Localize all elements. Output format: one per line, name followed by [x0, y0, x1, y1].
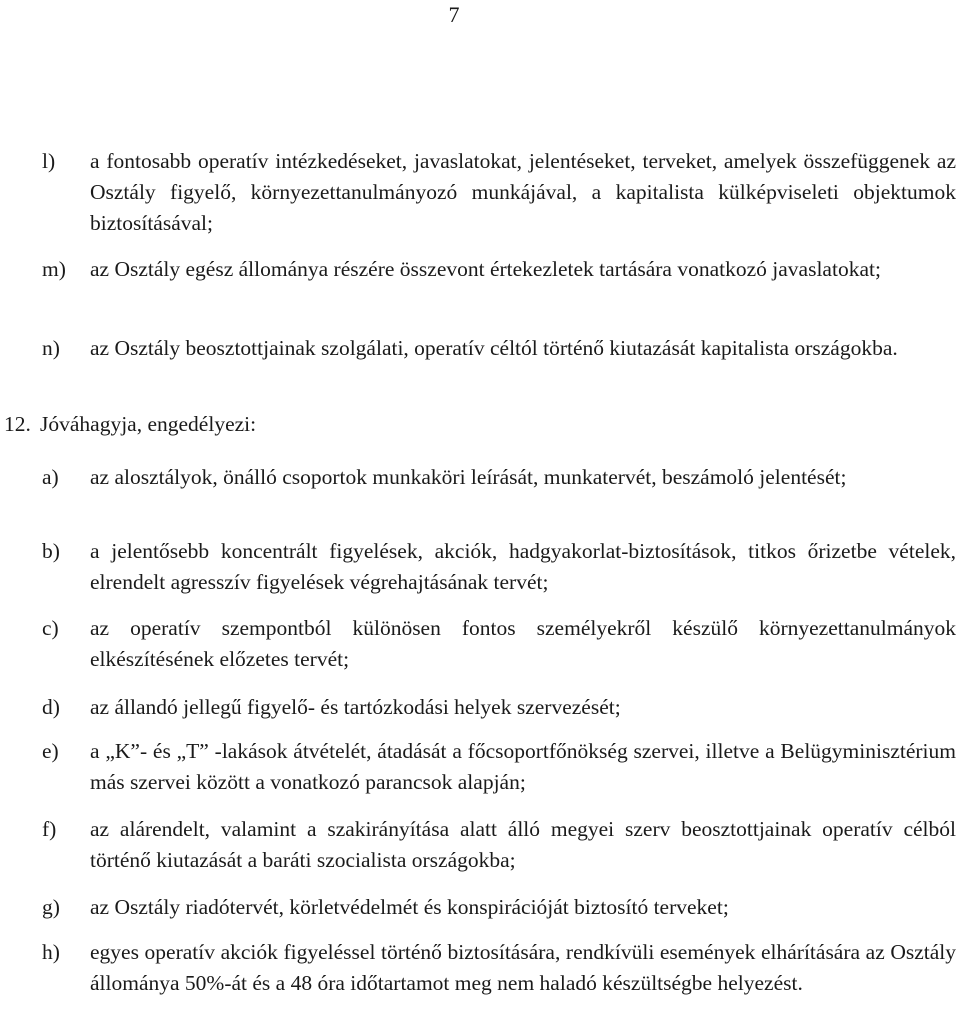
section-heading: [4, 409, 256, 440]
list-item-text: az alosztályok, önálló csoportok munkaköri leírását, munkatervét, beszámoló jelentését;: [90, 465, 847, 489]
list-marker: m): [42, 257, 66, 281]
list-marker: b): [42, 539, 60, 563]
list-marker: c): [42, 616, 59, 640]
list-item-text: az operatív szempontból különösen fontos személyekről készülő környezettanulmányok elkészítésének előzetes tervét;: [90, 616, 956, 671]
list-item-n: [42, 333, 956, 364]
list-item-text: az Osztály beosztottjainak szolgálati, operatív céltól történő kiutazását kapitalista országokba.: [90, 336, 898, 360]
list-marker: d): [42, 695, 60, 719]
list-item-l: [42, 146, 956, 239]
section-number: 12.: [4, 412, 31, 436]
section-title: Jóváhagyja, engedélyezi:: [40, 412, 257, 436]
list-item-c: [42, 613, 956, 675]
list-item-a: [42, 462, 956, 493]
list-item-text: az állandó jellegű figyelő- és tartózkodási helyek szervezését;: [90, 695, 621, 719]
list-item-text: az Osztály riadótervét, körletvédelmét és konspirációját biztosító terveket;: [90, 895, 729, 919]
list-item-h: [42, 937, 956, 999]
list-item-g: [42, 892, 956, 923]
list-item-text: az alárendelt, valamint a szakirányítása alatt álló megyei szerv beosztottjainak operatív célból történő kiutazását a baráti szocialista országokba;: [90, 817, 956, 872]
list-marker: a): [42, 465, 59, 489]
list-item-text: az Osztály egész állománya részére összevont értekezletek tartására vonatkozó javaslatokat;: [90, 257, 881, 281]
list-marker: h): [42, 940, 60, 964]
list-marker: e): [42, 739, 59, 763]
list-item-text: a jelentősebb koncentrált figyelések, akciók, hadgyakorlat-biztosítások, titkos őrizetbe vételek, elrendelt agresszív figyelések végrehajtásának tervét;: [90, 539, 956, 594]
list-item-f: [42, 814, 956, 876]
list-marker: l): [42, 149, 56, 173]
list-item-m: [42, 254, 956, 285]
list-item-d: [42, 692, 956, 723]
list-item-text: a „K”- és „T” -lakások átvételét, átadását a főcsoportfőnökség szervei, illetve a Belügyminisztérium más szervei között a vonatkozó parancsok alapján;: [90, 739, 956, 794]
list-item-text: a fontosabb operatív intézkedéseket, javaslatokat, jelentéseket, terveket, amelyek összefüggenek az Osztály figyelő, környezettanulmányozó munkájával, a kapitalista külképviseleti objektumok biztosításával;: [90, 149, 956, 235]
list-marker: f): [42, 817, 57, 841]
list-item-b: [42, 536, 956, 598]
list-marker: n): [42, 336, 60, 360]
list-item-text: egyes operatív akciók figyeléssel történő biztosítására, rendkívüli események elhárítására az Osztály állománya 50%-át és a 48 óra időtartamot meg nem haladó készültségbe helyezést.: [90, 940, 956, 995]
list-marker: g): [42, 895, 60, 919]
list-item-e: [42, 736, 956, 798]
page-number: 7: [448, 2, 460, 27]
